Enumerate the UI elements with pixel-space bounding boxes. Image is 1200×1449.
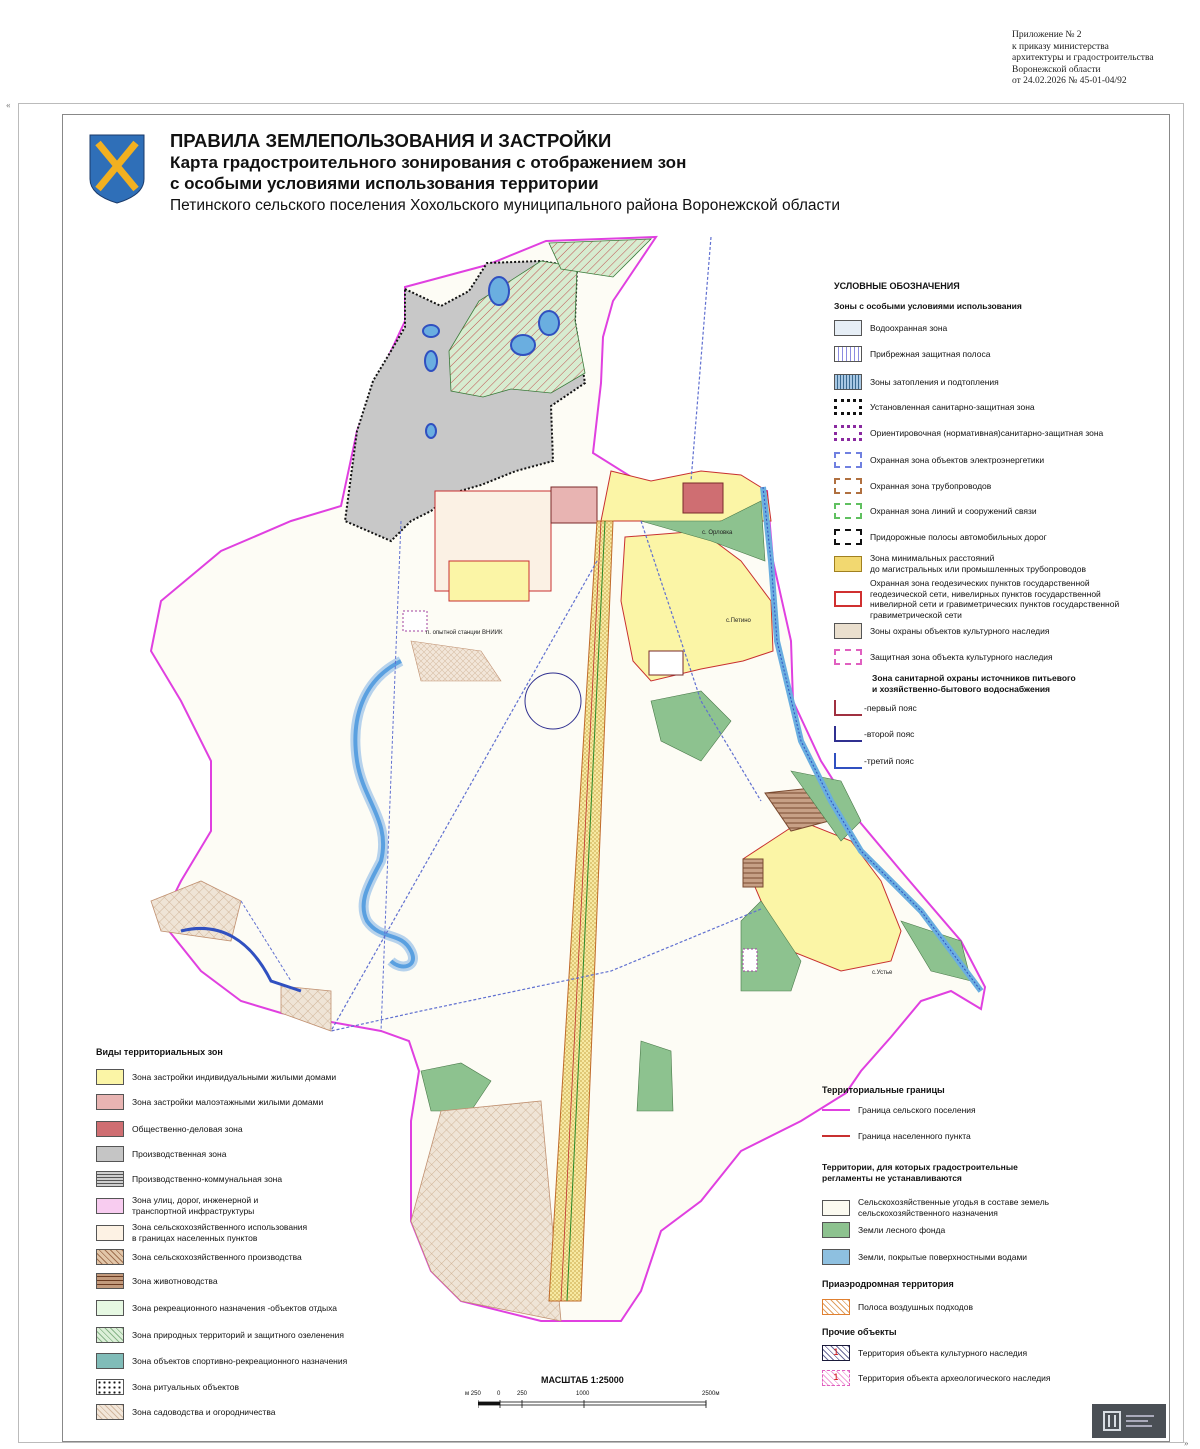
place-label-orlovka: с. Орловка: [702, 530, 733, 536]
annex-note: [1012, 30, 1192, 88]
legend-zones-heading: Виды территориальных зон: [96, 1047, 223, 1057]
legend-label: Зона сельскохозяйственного использования в границах населенных пунктов: [132, 1222, 308, 1243]
annex-line: к приказу министерства: [1012, 41, 1109, 52]
legend-label: Ориентировочная (нормативная)санитарно-защитная зона: [870, 427, 1104, 438]
legend-zone-item: [96, 1069, 336, 1085]
annex-line: Приложение № 2: [1012, 30, 1082, 40]
title-block: [170, 130, 840, 215]
legend-label: Охранная зона объектов электроэнергетики: [870, 454, 1045, 465]
legend-label: Зона природных территорий и защитного озеленения: [132, 1329, 345, 1340]
legend-special-item: [834, 478, 991, 494]
corner-mark-right: »: [1184, 1438, 1189, 1448]
legend-special-subheading: Зоны с особыми условиями использования: [834, 301, 1022, 311]
swatch-beige-dots-icon: [96, 1404, 124, 1420]
legend-label: Зона рекреационного назначения -объектов отдыха: [132, 1302, 337, 1313]
legend-label: Зона объектов спортивно-рекреационного назначения: [132, 1355, 348, 1366]
legend-label: Охранная зона трубопроводов: [870, 480, 992, 491]
legend-label: Зона ритуальных объектов: [132, 1381, 240, 1392]
swatch-magenta-dashed-border-icon: [834, 649, 862, 665]
coat-of-arms-icon: [88, 133, 146, 205]
legend-label: Охранная зона линий и сооружений связи: [870, 505, 1037, 516]
legend-zone-item: [96, 1222, 307, 1243]
swatch-brown-dashed-border-icon: [834, 478, 862, 494]
swatch-green-hatch-icon: [96, 1327, 124, 1343]
legend-special-item: [834, 452, 1044, 468]
legend-zone-item: [96, 1121, 243, 1137]
swatch-black-dotted-border-icon: [834, 399, 862, 415]
swatch-black-dashed-border-icon: [834, 529, 862, 545]
swatch-teal-icon: [96, 1353, 124, 1369]
place-label-vniik: п. опытной станции ВНИИК: [426, 630, 503, 636]
legend-label: Прибрежная защитная полоса: [870, 348, 991, 359]
legend-zone-item: [96, 1146, 226, 1162]
legend-label: Земли лесного фонда: [858, 1224, 946, 1235]
legend-label: Зона сельскохозяйственного производства: [132, 1251, 302, 1262]
settlement-border-icon: [822, 1109, 850, 1111]
swatch-third-belt-icon: [834, 753, 862, 769]
swatch-first-belt-icon: [834, 700, 862, 716]
legend-zone-item: [96, 1249, 302, 1265]
scale-label: 0: [497, 1391, 501, 1397]
swatch-purple-dotted-border-icon: [834, 425, 862, 441]
legend-special-item: [834, 399, 1035, 415]
swatch-red-border-icon: [834, 591, 862, 607]
legend-special-item: [834, 425, 1103, 441]
legend-label: Земли, покрытые поверхностными водами: [858, 1251, 1028, 1262]
legend-unregulated-heading: Территории, для которых градостроительные регламенты не устанавливаются: [822, 1162, 1018, 1183]
legend-label: -третий пояс: [864, 755, 914, 766]
swatch-gray-icon: [96, 1146, 124, 1162]
legend-label: Зона садоводства и огородничества: [132, 1406, 276, 1417]
swatch-yellow-icon: [96, 1069, 124, 1085]
annex-line: от 24.02.2026 № 45-01-04/92: [1012, 76, 1127, 86]
swatch-orange-crosshatch-icon: [822, 1299, 850, 1315]
legend-label: Территория объекта культурного наследия: [858, 1347, 1028, 1358]
legend-zone-item: [96, 1273, 218, 1289]
place-label-uste: с.Устье: [872, 970, 893, 976]
legend-zone-item: [96, 1171, 282, 1187]
swatch-teal-vertical-lines-icon: [834, 374, 862, 390]
annex-line: Воронежской области: [1012, 64, 1101, 75]
annex-line: архитектуры и градостроительства: [1012, 53, 1154, 63]
legend-label: Зона улиц, дорог, инженерной и транспортной инфраструктуры: [132, 1195, 259, 1216]
legend-label: Охранная зона геодезических пунктов государственной геодезической сети, нивелирных пунктов государственной нивелирной сети и гравиметрических пунктов государственной гравиметрической сети: [870, 578, 1120, 620]
locality-border-icon: [822, 1135, 850, 1137]
map-subtitle-line1: Карта градостроительного зонирования с отображением зон: [170, 153, 687, 172]
legend-zone-item: [96, 1094, 323, 1110]
swatch-forest-green-icon: [822, 1222, 850, 1238]
legend-water-item: [834, 700, 917, 716]
swatch-blue-vertical-lines-icon: [834, 346, 862, 362]
legend-label: Установленная санитарно-защитная зона: [870, 401, 1035, 412]
legend-unregulated-item: [822, 1197, 1049, 1218]
legend-zone-item: [96, 1404, 275, 1420]
object-number: 1: [833, 1347, 839, 1357]
legend-zone-item: [96, 1379, 239, 1395]
legend-label: Сельскохозяйственные угодья в составе земель сельскохозяйственного назначения: [858, 1197, 1050, 1218]
swatch-second-belt-icon: [834, 726, 862, 742]
legend-label: Зона животноводства: [132, 1275, 218, 1286]
legend-special-item: [834, 374, 999, 390]
legend-border-item: [822, 1131, 971, 1142]
legend-label: -первый пояс: [864, 702, 917, 713]
swatch-light-pink-icon: [96, 1198, 124, 1214]
swatch-brown-lines-icon: [96, 1273, 124, 1289]
legend-label: Производственная зона: [132, 1148, 227, 1159]
legend-water-item: [834, 726, 914, 742]
legend-other-heading: Прочие объекты: [822, 1327, 897, 1337]
legend-label: Граница сельского поселения: [858, 1105, 976, 1115]
swatch-water-blue-icon: [822, 1249, 850, 1265]
legend-special-item: [834, 346, 990, 362]
legend-special-item: [834, 503, 1037, 519]
swatch-pink-crosshatch-icon: [822, 1370, 850, 1386]
legend-label: Общественно-деловая зона: [132, 1123, 243, 1134]
legend-label: Территория объекта археологического наследия: [858, 1372, 1051, 1383]
legend-zone-item: [96, 1300, 337, 1316]
scale-label: м 250: [465, 1391, 481, 1397]
swatch-gray-lines-icon: [96, 1171, 124, 1187]
legend-label: Зоны затопления и подтопления: [870, 376, 999, 387]
legend-special-item: [834, 529, 1047, 545]
legend-label: -второй пояс: [864, 728, 915, 739]
scale-bar: [478, 1400, 712, 1410]
swatch-red-icon: [96, 1121, 124, 1137]
legend-label: Производственно-коммунальная зона: [132, 1173, 283, 1184]
legend-label: Граница населенного пункта: [858, 1131, 971, 1141]
legend-zone-item: [96, 1353, 347, 1369]
swatch-light-blue-icon: [834, 320, 862, 336]
legend-borders-heading: Территориальные границы: [822, 1085, 945, 1095]
legend-label: Полоса воздушных подходов: [858, 1301, 973, 1312]
legend-border-item: [822, 1105, 976, 1116]
legend-label: Придорожные полосы автомобильных дорог: [870, 531, 1047, 542]
swatch-beige-icon: [834, 623, 862, 639]
legend-unregulated-item: [822, 1249, 1027, 1265]
legend-other-item: [822, 1370, 1051, 1386]
swatch-blue-dashed-border-icon: [834, 452, 862, 468]
legend-special-item: [834, 623, 1049, 639]
legend-label: Зона застройки индивидуальными жилыми домами: [132, 1071, 337, 1082]
corner-mark-left: «: [6, 100, 11, 110]
publisher-logo-icon: [1092, 1404, 1166, 1438]
object-number: 1: [833, 1372, 839, 1382]
legend-label: Защитная зона объекта культурного наследия: [870, 651, 1053, 662]
legend-zone-item: [96, 1195, 258, 1216]
swatch-dots-icon: [96, 1379, 124, 1395]
legend-airfield-heading: Приаэродромная территория: [822, 1279, 954, 1289]
legend-special-item: [834, 320, 947, 336]
scale-label: 1000: [576, 1391, 590, 1397]
scale-label: 2500м: [702, 1391, 720, 1397]
map-title: ПРАВИЛА ЗЕМЛЕПОЛЬЗОВАНИЯ И ЗАСТРОЙКИ: [170, 130, 612, 151]
swatch-pink-icon: [96, 1094, 124, 1110]
legend-heading: УСЛОВНЫЕ ОБОЗНАЧЕНИЯ: [834, 281, 960, 291]
scale-label: 250: [517, 1391, 528, 1397]
legend-special-item: [834, 649, 1053, 665]
swatch-green-dashed-border-icon: [834, 503, 862, 519]
legend-label: Зона застройки малоэтажными жилыми домами: [132, 1096, 324, 1107]
legend-special-item: [834, 553, 1086, 574]
legend-special-item: [834, 578, 1119, 620]
swatch-cream-icon: [96, 1225, 124, 1241]
map-subtitle-line2: с особыми условиями использования территории: [170, 174, 599, 193]
legend-airfield-item: [822, 1299, 973, 1315]
legend-water-heading: Зона санитарной охраны источников питьевого и хозяйственно-бытового водоснабжения: [872, 673, 1076, 694]
swatch-off-white-icon: [822, 1200, 850, 1216]
place-label-petino: с.Петино: [726, 618, 751, 624]
legend-zone-item: [96, 1327, 344, 1343]
swatch-light-green-icon: [96, 1300, 124, 1316]
swatch-brown-hatch-icon: [96, 1249, 124, 1265]
swatch-dark-hatch-icon: [822, 1345, 850, 1361]
scale-title: МАСШТАБ 1:25000: [541, 1375, 624, 1385]
legend-water-item: [834, 753, 914, 769]
legend-label: Водоохранная зона: [870, 322, 948, 333]
map-subtitle-line3: Петинского сельского поселения Хохольского муниципального района Воронежской области: [170, 197, 841, 214]
legend-label: Зона минимальных расстояний до магистральных или промышленных трубопроводов: [870, 553, 1086, 574]
swatch-yellow-grid-icon: [834, 556, 862, 572]
legend-unregulated-item: [822, 1222, 945, 1238]
legend-label: Зоны охраны объектов культурного наследия: [870, 625, 1050, 636]
legend-other-item: [822, 1345, 1027, 1361]
